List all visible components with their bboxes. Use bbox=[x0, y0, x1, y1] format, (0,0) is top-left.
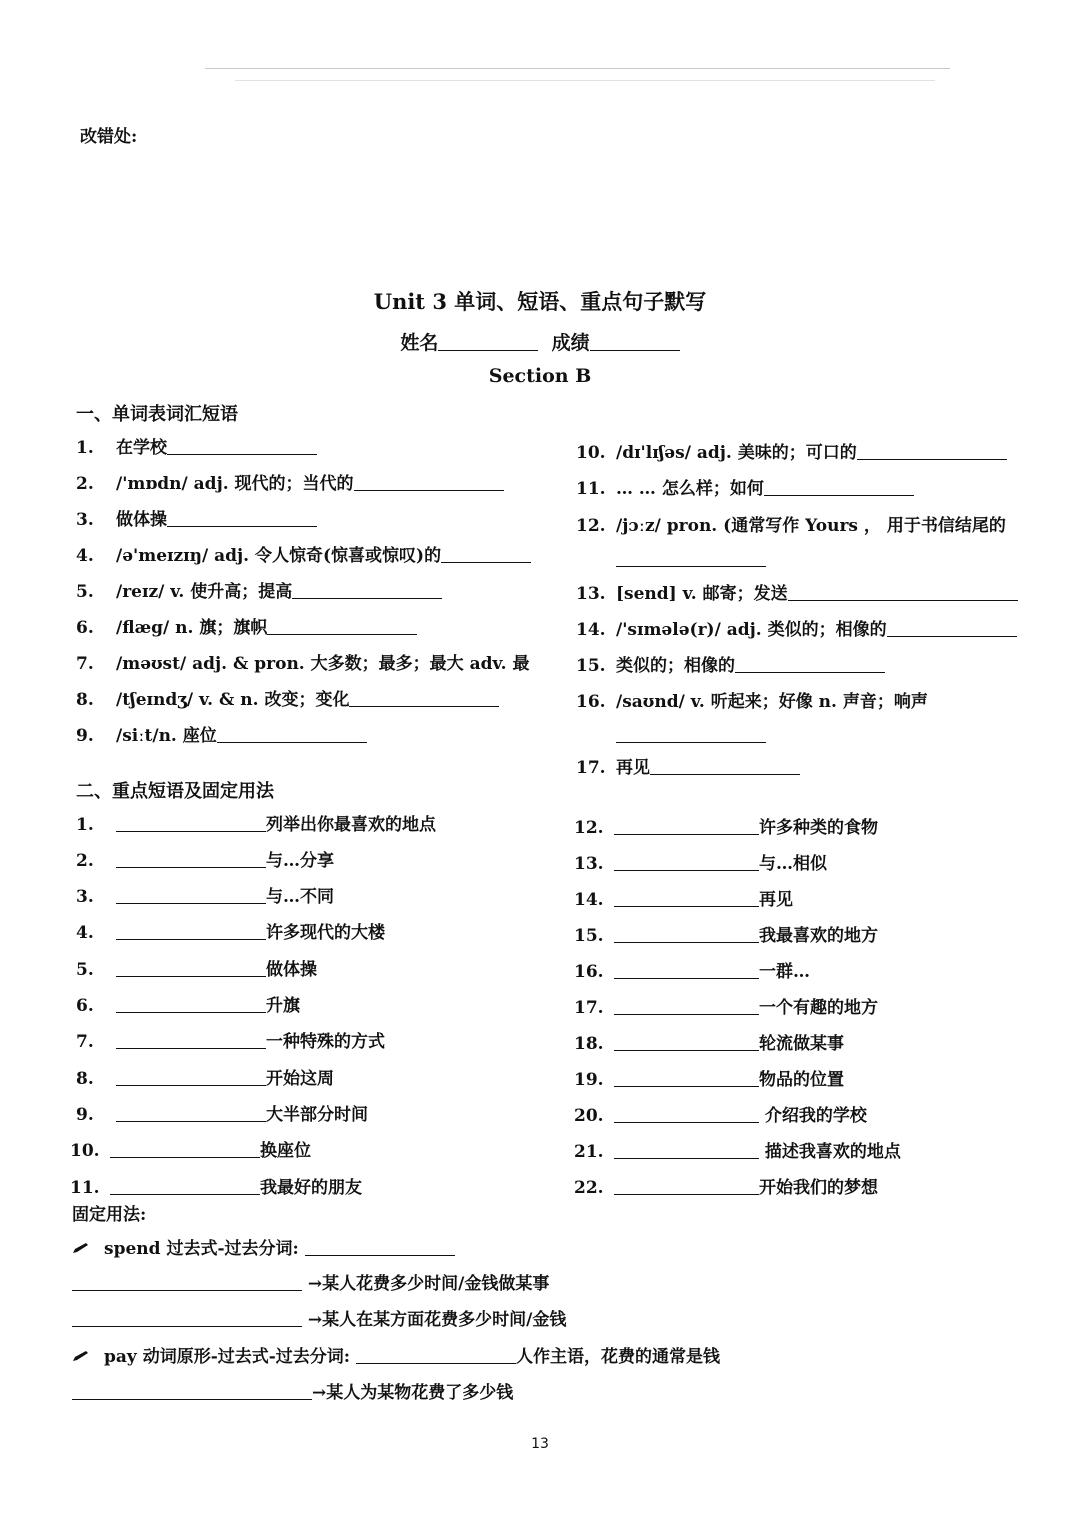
vocab-item: 11. … … 怎么样；如何 bbox=[576, 476, 914, 502]
phrase-item: 16. 一群… bbox=[574, 962, 810, 982]
phrase-item: 12. 许多种类的食物 bbox=[574, 818, 878, 838]
header-rule-faint bbox=[235, 80, 935, 81]
answer-blank[interactable] bbox=[72, 1272, 302, 1291]
phrase-item: 17. 一个有趣的地方 bbox=[574, 998, 878, 1018]
vocab-item-continued-blank bbox=[616, 547, 766, 573]
answer-blank[interactable] bbox=[110, 1139, 260, 1158]
answer-blank[interactable] bbox=[764, 477, 914, 496]
answer-blank[interactable] bbox=[267, 616, 417, 635]
pencil-icon bbox=[72, 1350, 90, 1362]
phrase-item: 4. 许多现代的大楼 bbox=[76, 923, 385, 943]
answer-blank[interactable] bbox=[614, 1140, 759, 1159]
answer-blank[interactable] bbox=[614, 1068, 759, 1087]
answer-blank[interactable] bbox=[614, 924, 759, 943]
answer-blank[interactable] bbox=[167, 508, 317, 527]
name-blank[interactable] bbox=[438, 332, 538, 351]
answer-blank[interactable] bbox=[292, 580, 442, 599]
phrase-item: 14. 再见 bbox=[574, 890, 793, 910]
vocab-item: 3. 做体操 bbox=[76, 507, 317, 533]
answer-blank[interactable] bbox=[616, 724, 766, 743]
answer-blank[interactable] bbox=[116, 885, 266, 904]
header-rule bbox=[205, 68, 950, 69]
phrase-item: 1. 列举出你最喜欢的地点 bbox=[76, 815, 436, 835]
answer-blank[interactable] bbox=[305, 1237, 455, 1256]
phrase-item: 15. 我最喜欢的地方 bbox=[574, 926, 878, 946]
answer-blank[interactable] bbox=[614, 816, 759, 835]
vocab-item: 2. /'mɒdn/ adj. 现代的；当代的 bbox=[76, 471, 504, 497]
usage-spend-line1: →某人花费多少时间/金钱做某事 bbox=[72, 1271, 549, 1297]
phrase-item: 7. 一种特殊的方式 bbox=[76, 1032, 385, 1052]
answer-blank[interactable] bbox=[614, 996, 759, 1015]
phrase-item: 13. 与…相似 bbox=[574, 854, 827, 874]
vocab-item: 17. 再见 bbox=[576, 755, 800, 781]
name-label: 姓名 bbox=[400, 332, 439, 354]
vocab-item: 16. /saʊnd/ v. 听起来；好像 n. 声音；响声 bbox=[576, 692, 928, 712]
answer-blank[interactable] bbox=[614, 1176, 759, 1195]
answer-blank[interactable] bbox=[735, 654, 885, 673]
phrase-item: 9. 大半部分时间 bbox=[76, 1105, 368, 1125]
answer-blank[interactable] bbox=[356, 1345, 516, 1364]
phrase-item: 22. 开始我们的梦想 bbox=[574, 1178, 878, 1198]
answer-blank[interactable] bbox=[788, 582, 1018, 601]
vocab-item: 1. 在学校 bbox=[76, 435, 317, 461]
vocab-item: 12. /jɔːz/ pron. (通常写作 Yours ， 用于书信结尾的 bbox=[576, 516, 1006, 536]
answer-blank[interactable] bbox=[616, 548, 766, 567]
answer-blank[interactable] bbox=[354, 472, 504, 491]
answer-blank[interactable] bbox=[116, 994, 266, 1013]
part1-heading: 一、单词表词汇短语 bbox=[76, 404, 238, 425]
pencil-icon bbox=[72, 1242, 90, 1254]
phrase-item: 6. 升旗 bbox=[76, 996, 300, 1016]
vocab-item: 13. [send] v. 邮寄；发送 bbox=[576, 581, 1018, 607]
answer-blank[interactable] bbox=[116, 921, 266, 940]
phrase-item: 3. 与…不同 bbox=[76, 887, 334, 907]
phrase-item: 20. 介绍我的学校 bbox=[574, 1106, 867, 1126]
answer-blank[interactable] bbox=[116, 1067, 266, 1086]
answer-blank[interactable] bbox=[614, 888, 759, 907]
vocab-item-continued-blank bbox=[616, 723, 766, 749]
phrase-item: 5. 做体操 bbox=[76, 960, 317, 980]
phrase-item: 19. 物品的位置 bbox=[574, 1070, 844, 1090]
answer-blank[interactable] bbox=[614, 852, 759, 871]
answer-blank[interactable] bbox=[110, 1176, 260, 1195]
answer-blank[interactable] bbox=[614, 960, 759, 979]
usage-spend-line2: →某人在某方面花费多少时间/金钱 bbox=[72, 1307, 566, 1333]
answer-blank[interactable] bbox=[650, 756, 800, 775]
answer-blank[interactable] bbox=[167, 436, 317, 455]
phrase-item: 2. 与…分享 bbox=[76, 851, 334, 871]
name-score-row bbox=[0, 328, 1080, 355]
usage-pay-line1: →某人为某物花费了多少钱 bbox=[72, 1380, 513, 1406]
vocab-item: 14. /'sɪmələ(r)/ adj. 类似的；相像的 bbox=[576, 617, 1017, 643]
answer-blank[interactable] bbox=[116, 958, 266, 977]
usage-pay: pay 动词原形-过去式-过去分词: 人作主语，花费的通常是钱 bbox=[72, 1344, 720, 1370]
vocab-item: 15. 类似的；相像的 bbox=[576, 653, 885, 679]
correction-label: 改错处: bbox=[80, 127, 138, 147]
phrase-item: 10. 换座位 bbox=[70, 1141, 311, 1161]
answer-blank[interactable] bbox=[116, 1103, 266, 1122]
page-number: 13 bbox=[531, 1436, 549, 1452]
answer-blank[interactable] bbox=[116, 1030, 266, 1049]
answer-blank[interactable] bbox=[217, 724, 367, 743]
answer-blank[interactable] bbox=[116, 813, 266, 832]
answer-blank[interactable] bbox=[614, 1032, 759, 1051]
answer-blank[interactable] bbox=[857, 441, 1007, 460]
vocab-item: 6. /flæg/ n. 旗；旗帜 bbox=[76, 615, 417, 641]
part2-heading: 二、重点短语及固定用法 bbox=[76, 781, 274, 802]
vocab-item: 10. /dɪ'lɪʃəs/ adj. 美味的；可口的 bbox=[576, 440, 1007, 466]
answer-blank[interactable] bbox=[441, 544, 531, 563]
answer-blank[interactable] bbox=[116, 849, 266, 868]
phrase-item: 18. 轮流做某事 bbox=[574, 1034, 844, 1054]
page-title: Unit 3 单词、短语、重点句子默写 bbox=[373, 289, 707, 314]
usage-spend: spend 过去式-过去分词: bbox=[72, 1236, 455, 1262]
answer-blank[interactable] bbox=[349, 688, 499, 707]
section-heading: Section B bbox=[488, 365, 592, 387]
score-blank[interactable] bbox=[590, 332, 680, 351]
vocab-item: 9. /siːt/n. 座位 bbox=[76, 723, 367, 749]
answer-blank[interactable] bbox=[72, 1381, 312, 1400]
phrase-item: 11. 我最好的朋友 bbox=[70, 1178, 362, 1198]
fixed-usage-label: 固定用法: bbox=[72, 1205, 147, 1225]
vocab-item: 7. /məʊst/ adj. & pron. 大多数；最多；最大 adv. 最 bbox=[76, 654, 530, 674]
score-label: 成绩 bbox=[551, 332, 590, 354]
phrase-item: 21. 描述我喜欢的地点 bbox=[574, 1142, 901, 1162]
vocab-item: 4. /ə'meɪzɪŋ/ adj. 令人惊奇(惊喜或惊叹)的 bbox=[76, 543, 531, 569]
answer-blank[interactable] bbox=[614, 1104, 759, 1123]
answer-blank[interactable] bbox=[887, 618, 1017, 637]
vocab-item: 8. /tʃeɪndʒ/ v. & n. 改变；变化 bbox=[76, 687, 499, 713]
answer-blank[interactable] bbox=[72, 1308, 302, 1327]
vocab-item: 5. /reɪz/ v. 使升高；提高 bbox=[76, 579, 442, 605]
phrase-item: 8. 开始这周 bbox=[76, 1069, 334, 1089]
